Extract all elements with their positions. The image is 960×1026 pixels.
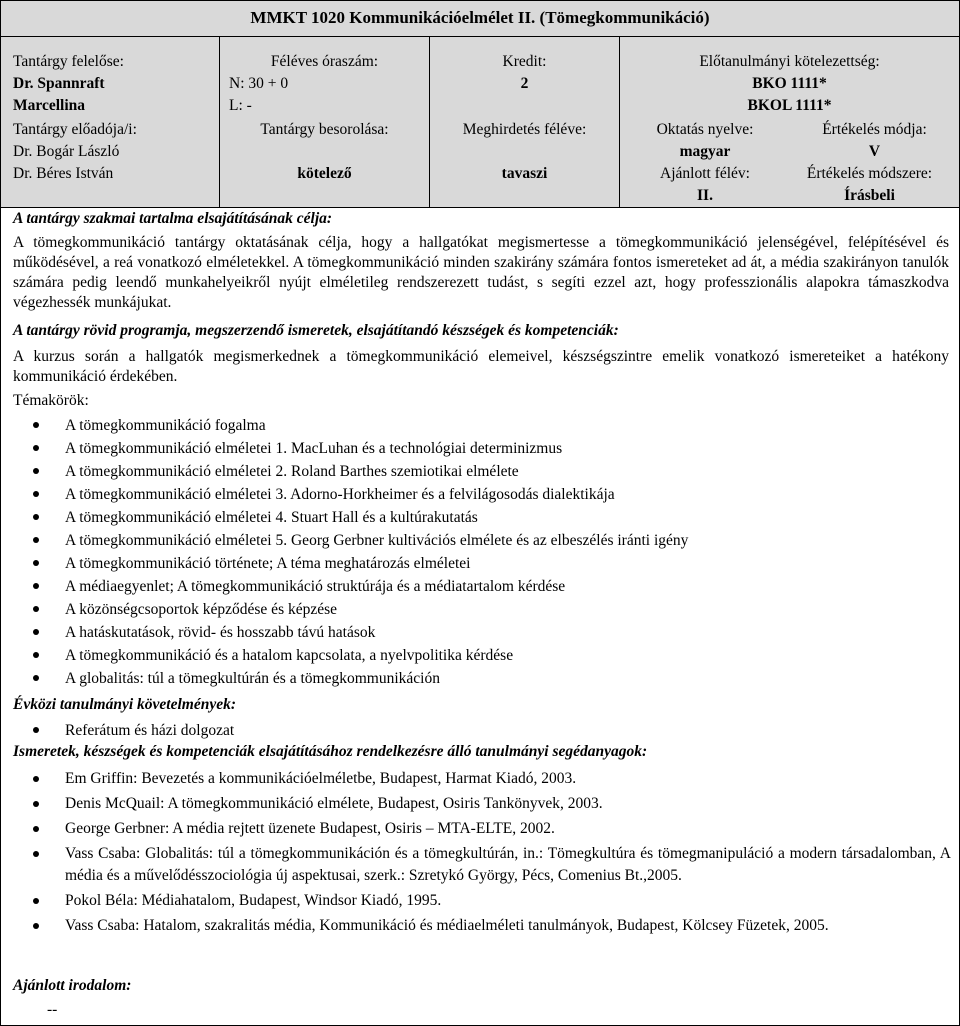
program-text: A kurzus során a hallgatók megismerkednek a tömegkommunikáció elemeivel, készségszintre emelik vonatkozó ismereteiket a hatékony kommunikáció érdekében. <box>13 348 949 385</box>
hours-label: Féléves óraszám: <box>270 53 379 70</box>
list-item: A tömegkommunikáció története; A téma meghatározás elméletei <box>1 552 951 575</box>
list-item: A médiaegyenlet; A tömegkommunikáció struktúrája és a médiatartalom kérdése <box>1 575 951 598</box>
list-item: Em Griffin: Bevezetés a kommunikációelméletbe, Budapest, Harmat Kiadó, 2003. <box>1 768 951 790</box>
title-row <box>1 1 959 37</box>
program-heading: A tantárgy rövid programja, megszerzendő ismeretek, elsajátítandó készségek és kompetenciák: <box>13 322 619 339</box>
bullet-icon <box>33 583 39 589</box>
lecturer-name: Dr. Béres István <box>13 165 114 182</box>
bullet-icon <box>33 776 39 782</box>
list-item: Denis McQuail: A tömegkommunikáció elmélete, Budapest, Osiris Tankönyvek, 2003. <box>1 793 951 815</box>
bullet-icon <box>33 514 39 520</box>
topics-list <box>1 414 951 690</box>
list-item: Pokol Béla: Médiahatalom, Budapest, Windsor Kiadó, 1995. <box>1 890 951 912</box>
recommended-semester-label: Ajánlott félév: <box>660 165 750 182</box>
list-item: A tömegkommunikáció elméletei 4. Stuart Hall és a kultúrakutatás <box>1 506 951 529</box>
list-item: Referátum és házi dolgozat <box>1 719 951 742</box>
eval-method-label: Értékelés módszere: <box>806 165 933 182</box>
hours-l: L: - <box>229 97 252 114</box>
eval-method-value: Írásbeli <box>844 187 895 204</box>
topics-label: Témakörök: <box>13 392 89 409</box>
recommended-semester-value: II. <box>697 187 713 204</box>
list-item: A tömegkommunikáció elméletei 2. Roland Barthes szemiotikai elmélete <box>1 460 951 483</box>
classification-value: kötelező <box>297 165 352 182</box>
list-item: A közönségcsoportok képződése és képzése <box>1 598 951 621</box>
course-title: MMKT 1020 Kommunikációelmélet II. (Tömegkommunikáció) <box>250 8 710 27</box>
goal-heading: A tantárgy szakmai tartalma elsajátításának célja: <box>13 210 333 227</box>
goal-text: A tömegkommunikáció tantárgy oktatásának célja, hogy a hallgatókat megismertesse a tömegkommunikáció jelenségével, felépítésével és működésével, a reá vonatkozó elméletekkel. A tömegkommunikáció minden szakirány számára fontos ismereteket ad át, a média szakirányon tanulók számára pedig leendő munkahelyeikről nyújt elméletileg rendszerezett tudást, s segíti ezzel azt, hogy professzionális alapokra támaszkodva végezhessék munkájukat. <box>13 234 949 311</box>
list-item: George Gerbner: A média rejtett üzenete Budapest, Osiris – MTA-ELTE, 2002. <box>1 818 951 840</box>
list-item: A tömegkommunikáció elméletei 3. Adorno-Horkheimer és a felvilágosodás dialektikája <box>1 483 951 506</box>
bullet-icon <box>33 727 39 733</box>
hours-n: N: 30 + 0 <box>229 75 289 92</box>
language-value: magyar <box>679 143 731 160</box>
bullet-icon <box>33 537 39 543</box>
recommended-reading-heading: Ajánlott irodalom: <box>13 977 132 994</box>
lecturer-label: Tantárgy előadója/i: <box>13 121 137 138</box>
list-item: Vass Csaba: Globalitás: túl a tömegkommunikáción és a tömegkultúrán, in.: Tömegkultúra és tömegmanipuláció a modern társadalomban, A média és a művelődésszociológia új aspektusai, szerk.: Szretykó György, Pécs, Comenius Bt.,2005. <box>1 843 951 887</box>
list-item: A tömegkommunikáció elméletei 1. MacLuhan és a technológiai determinizmus <box>1 437 951 460</box>
bullet-icon <box>33 468 39 474</box>
requirements-heading: Évközi tanulmányi követelmények: <box>13 696 237 713</box>
bullet-icon <box>33 898 39 904</box>
list-item: A tömegkommunikáció elméletei 5. Georg Gerbner kultivációs elmélete és az elbeszélés iránti igény <box>1 529 951 552</box>
bullet-icon <box>33 675 39 681</box>
eval-type-value: V <box>868 143 881 160</box>
prereq-code: BKOL 1111* <box>747 97 832 114</box>
list-item: A globalitás: túl a tömegkultúrán és a tömegkommunikáción <box>1 667 951 690</box>
materials-list <box>1 768 951 937</box>
semester-label: Meghirdetés féléve: <box>462 121 587 138</box>
bullet-icon <box>33 652 39 658</box>
responsible-name: Dr. Spannraft <box>13 75 105 92</box>
classification-label: Tantárgy besorolása: <box>260 121 389 138</box>
bullet-icon <box>33 801 39 807</box>
bullet-icon <box>33 445 39 451</box>
language-label: Oktatás nyelve: <box>656 121 754 138</box>
eval-type-label: Értékelés módja: <box>822 121 927 138</box>
responsible-name: Marcellina <box>13 97 86 114</box>
list-item: A tömegkommunikáció fogalma <box>1 414 951 437</box>
bullet-icon <box>33 826 39 832</box>
bullet-icon <box>33 422 39 428</box>
credit-value: 2 <box>520 75 529 92</box>
prereq-label: Előtanulmányi kötelezettség: <box>699 53 880 70</box>
materials-heading: Ismeretek, készségek és kompetenciák elsajátításához rendelkezésre álló tanulmányi segédanyagok: <box>13 743 648 760</box>
responsible-label: Tantárgy felelőse: <box>13 53 124 70</box>
semester-value: tavaszi <box>501 165 548 182</box>
list-item: A tömegkommunikáció és a hatalom kapcsolata, a nyelvpolitika kérdése <box>1 644 951 667</box>
lecturer-name: Dr. Bogár László <box>13 143 120 160</box>
bullet-icon <box>33 629 39 635</box>
credit-label: Kredit: <box>502 53 547 70</box>
list-item: Vass Csaba: Hatalom, szakralitás média, Kommunikáció és médiaelméleti tanulmányok, Budapest, Kölcsey Füzetek, 2005. <box>1 915 951 937</box>
bullet-icon <box>33 923 39 929</box>
bullet-icon <box>33 560 39 566</box>
bullet-icon <box>33 491 39 497</box>
requirements-list <box>1 719 951 742</box>
bullet-icon <box>33 851 39 857</box>
prereq-code: BKO 1111* <box>752 75 827 92</box>
bullet-icon <box>33 606 39 612</box>
list-item: A hatáskutatások, rövid- és hosszabb távú hatások <box>1 621 951 644</box>
recommended-reading-text: -- <box>47 1001 58 1018</box>
